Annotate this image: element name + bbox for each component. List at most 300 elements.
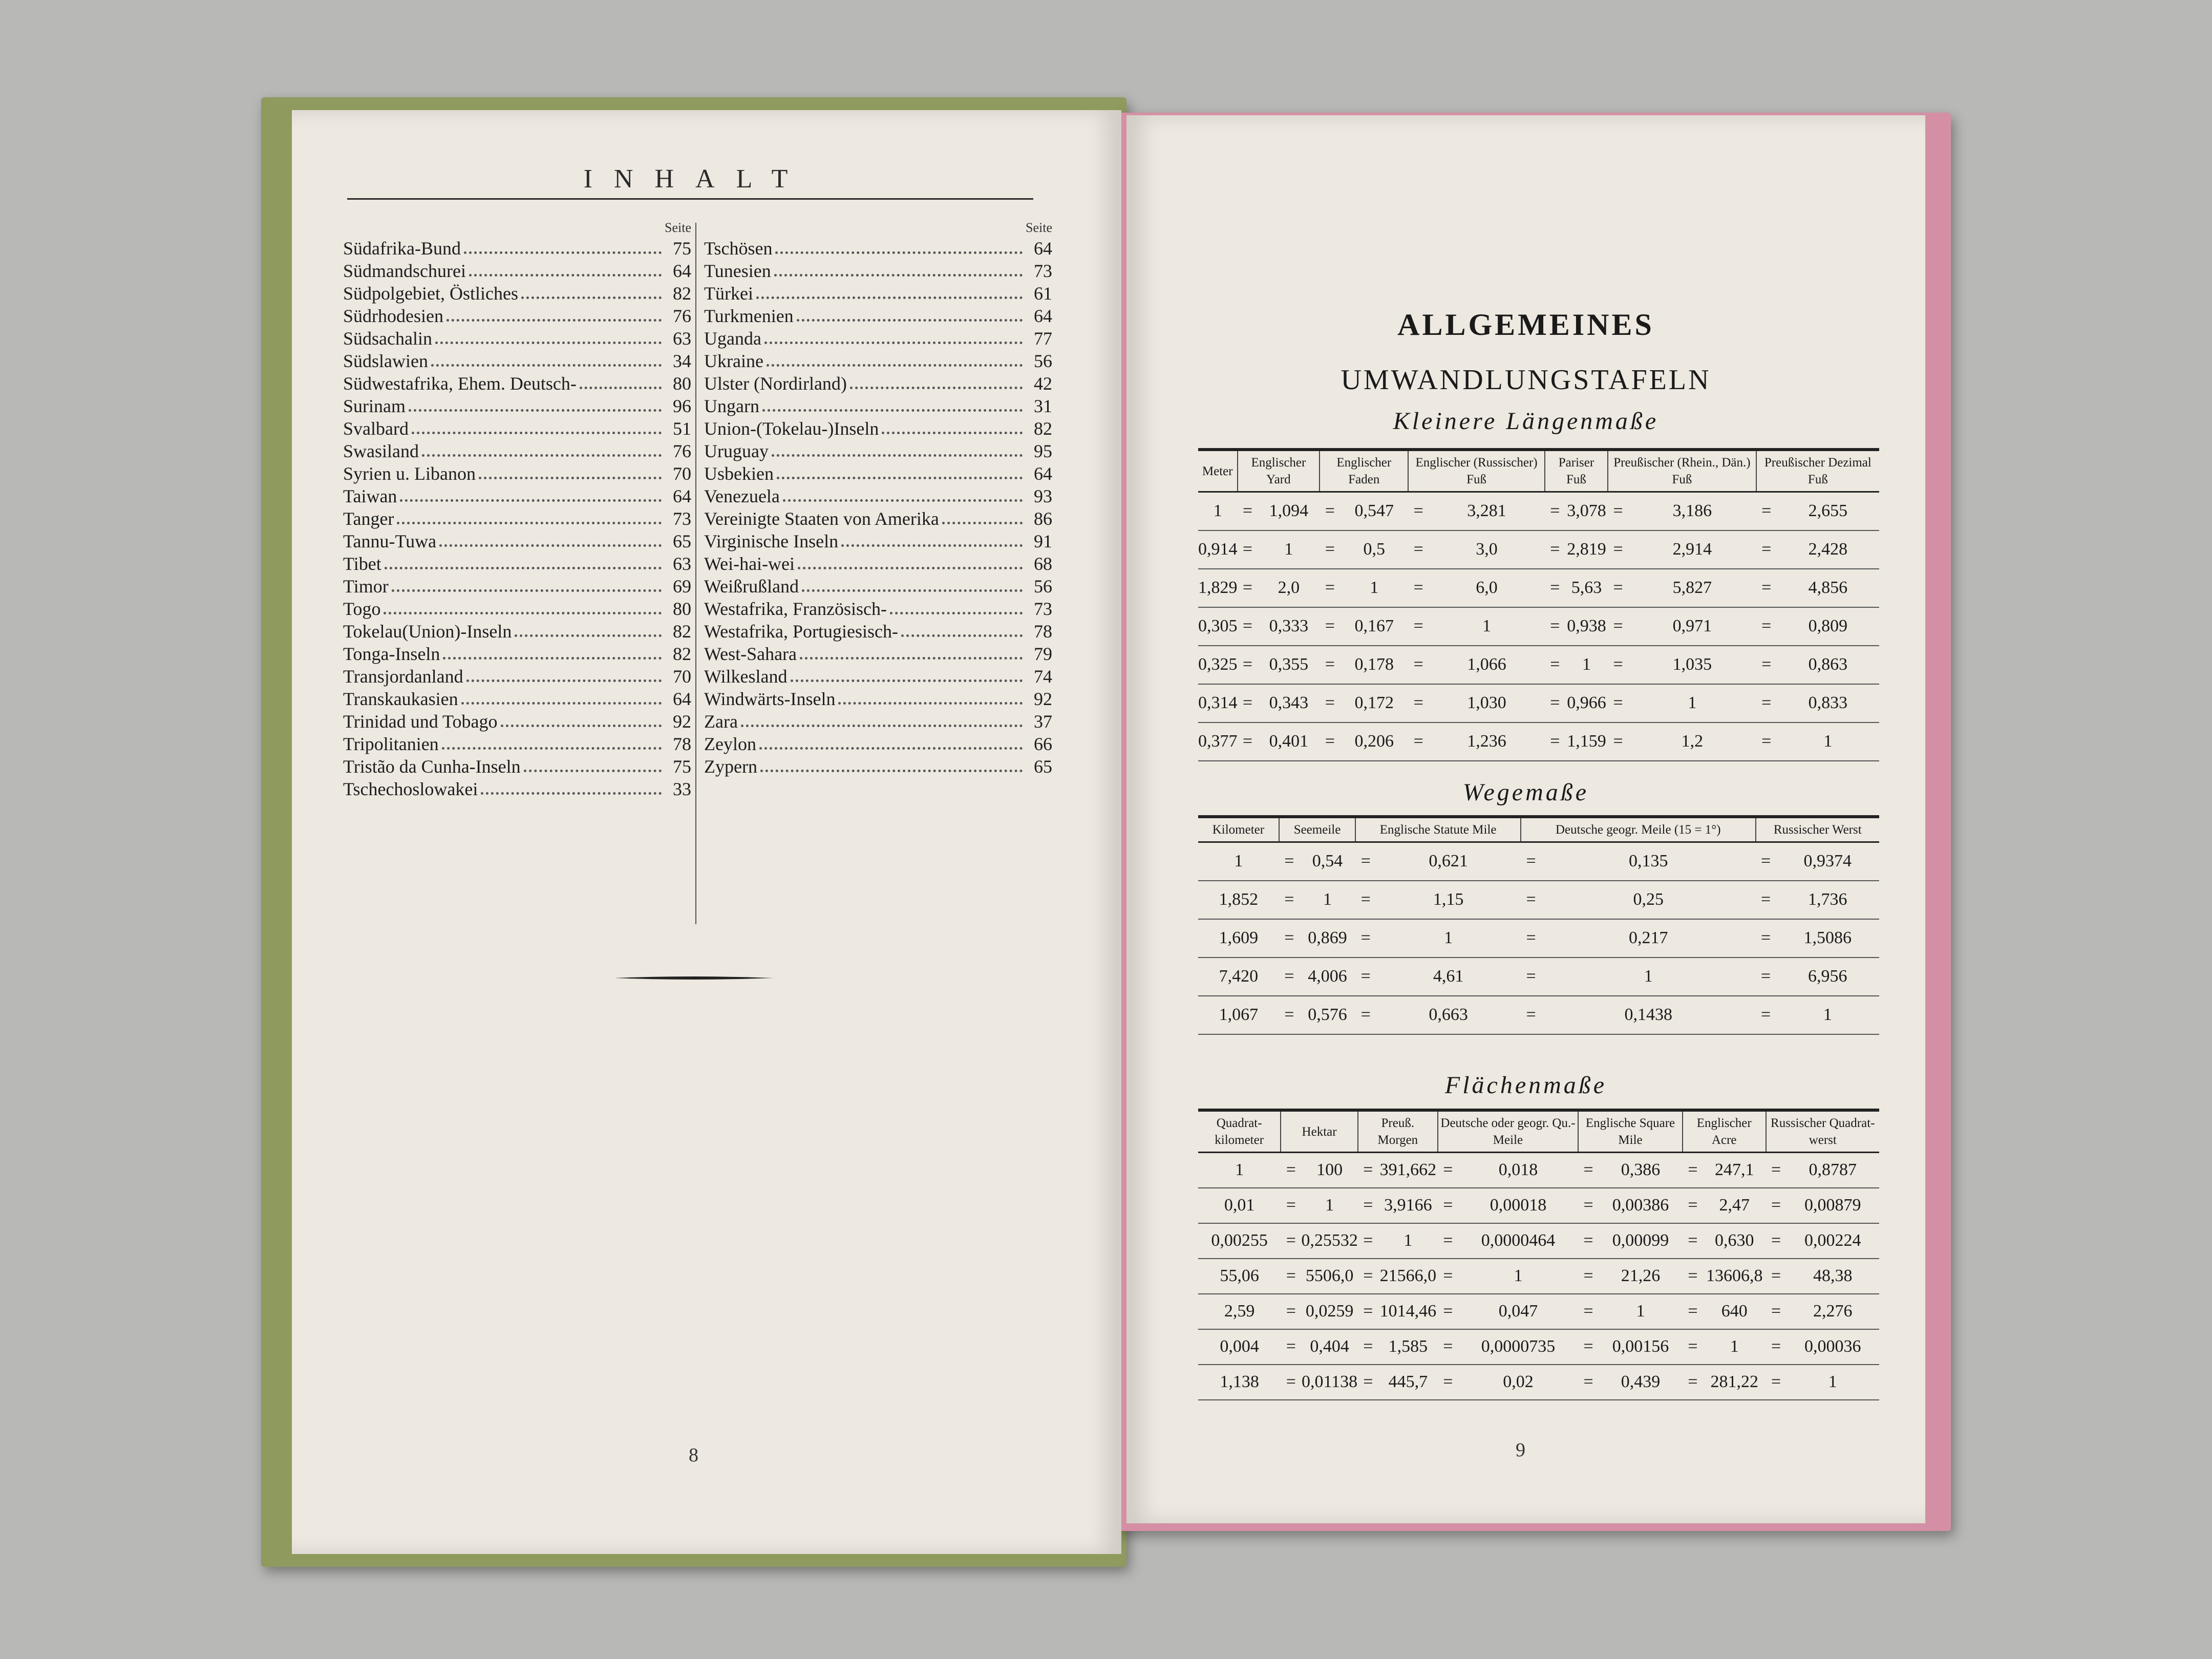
equals-sign: = [1756, 996, 1776, 1034]
column-header: Preuß. Morgen [1358, 1110, 1438, 1153]
table-cell: 3,0 [1429, 530, 1545, 569]
equals-sign: = [1358, 1294, 1378, 1329]
equals-sign: = [1521, 842, 1541, 881]
equals-sign: = [1281, 1259, 1301, 1294]
entry-name: Transjordanland [343, 666, 463, 687]
entry-name: Union-(Tokelau-)Inseln [704, 418, 879, 439]
index-entry [704, 328, 1052, 350]
equals-sign: = [1578, 1294, 1599, 1329]
entry-page: 61 [1034, 283, 1052, 304]
leader-dots [501, 717, 662, 727]
column-header: Deutsche geogr. Meile (15 = 1°) [1521, 817, 1756, 842]
table-cell: 0,178 [1340, 646, 1408, 684]
equals-sign: = [1238, 530, 1258, 569]
entry-name: Venezuela [704, 486, 780, 506]
table-row [1198, 1153, 1879, 1188]
section-heading-wegemasse: Wegemaße [1462, 779, 1589, 806]
index-entry [704, 418, 1052, 440]
leader-dots [443, 650, 662, 660]
table-cell: 4,006 [1300, 958, 1355, 996]
table-cell: 0,9374 [1776, 842, 1879, 881]
table-cell: 1 [1198, 842, 1279, 881]
leader-dots [901, 627, 1023, 637]
table-cell: 0,663 [1376, 996, 1521, 1034]
leader-dots [942, 515, 1023, 524]
table-cell: 1014,46 [1378, 1294, 1438, 1329]
table-row [1198, 1223, 1879, 1259]
equals-sign: = [1608, 646, 1628, 684]
entry-name: Tanger [343, 508, 394, 529]
entry-page: 31 [1034, 396, 1052, 416]
index-column-2 [704, 220, 1052, 778]
index-entry [704, 688, 1052, 711]
leader-dots [435, 334, 662, 344]
table-cell: 0,25 [1541, 881, 1756, 919]
table-cell: 281,22 [1703, 1365, 1766, 1400]
entry-name: Virginische Inseln [704, 531, 839, 551]
equals-sign: = [1320, 492, 1340, 530]
entry-name: Svalbard [343, 418, 409, 439]
equals-sign: = [1545, 492, 1565, 530]
entry-page: 78 [673, 734, 691, 754]
table-cell: 0,00386 [1599, 1188, 1683, 1223]
leader-dots [384, 605, 662, 614]
leader-dots [741, 717, 1023, 727]
column-header: Preußischer (Rhein., Dän.) Fuß [1608, 450, 1756, 492]
table-cell: 0,5 [1340, 530, 1408, 569]
conversion-table-laengenmasse [1198, 448, 1879, 761]
entry-page: 73 [1034, 599, 1052, 619]
index-entry [704, 395, 1052, 418]
page-subtitle: UMWANDLUNGSTAFELN [1341, 364, 1711, 396]
entry-page: 64 [673, 689, 691, 709]
entry-name: Uruguay [704, 441, 769, 461]
equals-sign: = [1766, 1188, 1786, 1223]
leader-dots [756, 289, 1023, 299]
entry-page: 95 [1034, 441, 1052, 461]
table-cell: 0,047 [1458, 1294, 1578, 1329]
table-cell: 6,0 [1429, 569, 1545, 607]
leader-dots [466, 672, 662, 682]
equals-sign: = [1766, 1294, 1786, 1329]
table-cell: 1 [1198, 492, 1238, 530]
index-entry [704, 711, 1052, 733]
entry-page: 42 [1034, 373, 1052, 394]
entry-page: 92 [1034, 689, 1052, 709]
table-cell: 13606,8 [1703, 1259, 1766, 1294]
table-cell: 1,067 [1198, 996, 1279, 1034]
entry-page: 65 [1034, 756, 1052, 777]
leader-dots [481, 785, 662, 795]
table-cell: 0,621 [1376, 842, 1521, 881]
equals-sign: = [1320, 646, 1340, 684]
table-cell: 21566,0 [1378, 1259, 1438, 1294]
entry-page: 79 [1034, 644, 1052, 664]
column-header: Russischer Quadrat-werst [1766, 1110, 1879, 1153]
equals-sign: = [1608, 684, 1628, 722]
equals-sign: = [1608, 569, 1628, 607]
equals-sign: = [1766, 1223, 1786, 1259]
table-cell: 1 [1786, 1365, 1879, 1400]
equals-sign: = [1683, 1329, 1703, 1365]
table-row [1198, 1294, 1879, 1329]
index-entry [704, 643, 1052, 666]
equals-sign: = [1683, 1153, 1703, 1188]
leader-dots [397, 515, 662, 524]
index-entry [704, 440, 1052, 463]
index-entry [343, 688, 691, 711]
index-entry [704, 530, 1052, 553]
index-list [343, 238, 691, 801]
table-cell: 1 [1703, 1329, 1766, 1365]
equals-sign: = [1408, 646, 1429, 684]
index-entry [343, 328, 691, 350]
equals-sign: = [1756, 842, 1776, 881]
table-cell: 1,138 [1198, 1365, 1281, 1400]
index-entry [343, 756, 691, 778]
entry-page: 64 [1034, 238, 1052, 259]
index-entry [343, 283, 691, 305]
equals-sign: = [1521, 958, 1541, 996]
table-cell: 0,01138 [1301, 1365, 1358, 1400]
entry-name: Südslawien [343, 351, 428, 371]
equals-sign: = [1756, 569, 1777, 607]
entry-name: Trinidad und Tobago [343, 711, 498, 732]
entry-name: Swasiland [343, 441, 419, 461]
column-header: Meter [1198, 450, 1238, 492]
entry-name: Ukraine [704, 351, 763, 371]
entry-name: Uganda [704, 328, 761, 349]
equals-sign: = [1756, 684, 1777, 722]
entry-name: Wilkesland [704, 666, 788, 687]
equals-sign: = [1521, 996, 1541, 1034]
table-cell: 0,914 [1198, 530, 1238, 569]
table-cell: 0,333 [1258, 607, 1320, 646]
entry-name: Tschechoslowakei [343, 779, 478, 799]
leader-dots [772, 447, 1023, 457]
table-cell: 4,856 [1777, 569, 1879, 607]
table-cell: 0,439 [1599, 1365, 1683, 1400]
equals-sign: = [1438, 1329, 1458, 1365]
table-cell: 1 [1777, 722, 1879, 761]
index-entry [704, 305, 1052, 328]
leader-dots [762, 402, 1023, 412]
table-cell: 0,0000464 [1458, 1223, 1578, 1259]
equals-sign: = [1320, 607, 1340, 646]
index-entry [704, 485, 1052, 508]
column-divider [695, 223, 696, 924]
equals-sign: = [1408, 492, 1429, 530]
table-row [1198, 530, 1879, 569]
entry-page: 82 [673, 621, 691, 642]
leader-dots [759, 740, 1023, 750]
equals-sign: = [1358, 1259, 1378, 1294]
leader-dots [775, 244, 1023, 254]
section-heading-flaechenmasse: Flächenmaße [1444, 1072, 1607, 1099]
table-cell: 7,420 [1198, 958, 1279, 996]
leader-dots [800, 650, 1023, 660]
column-header: Russischer Werst [1756, 817, 1879, 842]
entry-page: 77 [1034, 328, 1052, 349]
equals-sign: = [1320, 530, 1340, 569]
table-cell: 1,2 [1628, 722, 1756, 761]
entry-page: 37 [1034, 711, 1052, 732]
equals-sign: = [1683, 1259, 1703, 1294]
entry-name: Tonga-Inseln [343, 644, 440, 664]
column-header: Englischer (Russischer) Fuß [1408, 450, 1545, 492]
table-cell: 1,829 [1198, 569, 1238, 607]
table-cell: 247,1 [1703, 1153, 1766, 1188]
table-cell: 0,00879 [1786, 1188, 1879, 1223]
table-cell: 5,63 [1565, 569, 1608, 607]
index-entry [343, 305, 691, 328]
entry-name: Vereinigte Staaten von Amerika [704, 508, 939, 529]
leader-dots [392, 582, 662, 592]
index-entry [343, 598, 691, 621]
equals-sign: = [1608, 607, 1628, 646]
entry-page: 80 [673, 599, 691, 619]
column-header: Preußischer Dezimal Fuß [1756, 450, 1879, 492]
equals-sign: = [1756, 492, 1777, 530]
end-ornament [614, 975, 773, 981]
entry-name: Südsachalin [343, 328, 432, 349]
table-row [1198, 1329, 1879, 1365]
entry-page: 68 [1034, 554, 1052, 574]
equals-sign: = [1766, 1329, 1786, 1365]
entry-name: Tschösen [704, 238, 773, 259]
entry-page: 92 [673, 711, 691, 732]
entry-name: Südafrika-Bund [343, 238, 461, 259]
table-cell: 1 [1378, 1223, 1438, 1259]
entry-name: Zara [704, 711, 738, 732]
table-cell: 2,819 [1565, 530, 1608, 569]
equals-sign: = [1545, 569, 1565, 607]
table-cell: 3,281 [1429, 492, 1545, 530]
table-row [1198, 722, 1879, 761]
table-row [1198, 569, 1879, 607]
right-page [1126, 115, 1925, 1523]
equals-sign: = [1756, 881, 1776, 919]
equals-sign: = [1358, 1329, 1378, 1365]
entry-page: 63 [673, 554, 691, 574]
entry-name: Südmandschurei [343, 261, 466, 281]
equals-sign: = [1358, 1188, 1378, 1223]
table-cell: 1 [1458, 1259, 1578, 1294]
entry-name: Wei-hai-wei [704, 554, 795, 574]
table-cell: 1,030 [1429, 684, 1545, 722]
entry-page: 93 [1034, 486, 1052, 506]
entry-name: Togo [343, 599, 381, 619]
entry-page: 33 [673, 779, 691, 799]
index-list [704, 238, 1052, 778]
table-cell: 0,863 [1777, 646, 1879, 684]
equals-sign: = [1238, 646, 1258, 684]
leader-dots [838, 695, 1023, 705]
index-entry [704, 621, 1052, 643]
table-cell: 4,61 [1376, 958, 1521, 996]
index-entry [704, 508, 1052, 530]
table-cell: 0,325 [1198, 646, 1238, 684]
table-cell: 2,655 [1777, 492, 1879, 530]
table-cell: 1,852 [1198, 881, 1279, 919]
equals-sign: = [1756, 958, 1776, 996]
entry-page: 56 [1034, 351, 1052, 371]
leader-dots [580, 379, 662, 389]
table-cell: 0,0000735 [1458, 1329, 1578, 1365]
equals-sign: = [1608, 530, 1628, 569]
equals-sign: = [1766, 1153, 1786, 1188]
entry-page: 82 [1034, 418, 1052, 439]
entry-page: 75 [673, 238, 691, 259]
entry-page: 70 [673, 463, 691, 484]
equals-sign: = [1281, 1153, 1301, 1188]
equals-sign: = [1320, 684, 1340, 722]
equals-sign: = [1545, 722, 1565, 761]
entry-name: Taiwan [343, 486, 397, 506]
entry-page: 64 [1034, 306, 1052, 326]
index-entry [704, 373, 1052, 395]
equals-sign: = [1608, 492, 1628, 530]
index-entry [343, 733, 691, 756]
equals-sign: = [1408, 722, 1429, 761]
entry-page: 75 [673, 756, 691, 777]
entry-page: 64 [673, 261, 691, 281]
table-cell: 0,401 [1258, 722, 1320, 761]
table-cell: 0,02 [1458, 1365, 1578, 1400]
equals-sign: = [1438, 1259, 1458, 1294]
leader-dots [791, 672, 1023, 682]
index-entry [704, 576, 1052, 598]
entry-name: Tibet [343, 554, 381, 574]
entry-name: Südwestafrika, Ehem. Deutsch- [343, 373, 577, 394]
equals-sign: = [1279, 919, 1300, 958]
leader-dots [524, 762, 662, 772]
entry-name: Surinam [343, 396, 406, 416]
leader-dots [479, 470, 662, 479]
table-cell: 0,00224 [1786, 1223, 1879, 1259]
table-row [1198, 958, 1879, 996]
equals-sign: = [1683, 1188, 1703, 1223]
index-entry [343, 418, 691, 440]
entry-page: 63 [673, 328, 691, 349]
leader-dots [409, 402, 662, 412]
section-heading-laengenmasse: Kleinere Längenmaße [1393, 408, 1659, 435]
equals-sign: = [1578, 1259, 1599, 1294]
table-cell: 1 [1198, 1153, 1281, 1188]
equals-sign: = [1578, 1365, 1599, 1400]
table-cell: 1,585 [1378, 1329, 1438, 1365]
index-column-1 [343, 220, 691, 801]
table-cell: 6,956 [1776, 958, 1879, 996]
column-header: Deutsche oder geogr. Qu.-Meile [1438, 1110, 1578, 1153]
leader-dots [798, 560, 1023, 569]
column-header: Englische Statute Mile [1355, 817, 1521, 842]
index-entry [343, 350, 691, 373]
entry-page: 64 [1034, 463, 1052, 484]
leader-dots [412, 424, 662, 434]
table-cell: 0,971 [1628, 607, 1756, 646]
table-cell: 1,5086 [1776, 919, 1879, 958]
entry-name: Südrhodesien [343, 306, 443, 326]
entry-page: 51 [673, 418, 691, 439]
equals-sign: = [1358, 1365, 1378, 1400]
equals-sign: = [1756, 919, 1776, 958]
table-cell: 0,547 [1340, 492, 1408, 530]
table-cell: 0,00036 [1786, 1329, 1879, 1365]
entry-name: Weißrußland [704, 576, 799, 597]
equals-sign: = [1355, 996, 1376, 1034]
column-header: Englischer Acre [1683, 1110, 1766, 1153]
table-cell: 0,386 [1599, 1153, 1683, 1188]
table-row [1198, 1365, 1879, 1400]
leader-dots [469, 267, 662, 276]
leader-dots [764, 334, 1023, 344]
table-cell: 1,609 [1198, 919, 1279, 958]
leader-dots [400, 492, 662, 502]
table-cell: 1 [1300, 881, 1355, 919]
entry-name: Ulster (Nordirland) [704, 373, 847, 394]
equals-sign: = [1521, 881, 1541, 919]
entry-page: 86 [1034, 508, 1052, 529]
leader-dots [890, 605, 1023, 614]
table-cell: 3,078 [1565, 492, 1608, 530]
equals-sign: = [1578, 1329, 1599, 1365]
index-entry [343, 530, 691, 553]
table-cell: 1,15 [1376, 881, 1521, 919]
equals-sign: = [1408, 530, 1429, 569]
table-cell: 0,404 [1301, 1329, 1358, 1365]
table-cell: 1,236 [1429, 722, 1545, 761]
equals-sign: = [1438, 1153, 1458, 1188]
equals-sign: = [1281, 1223, 1301, 1259]
leader-dots [797, 312, 1023, 322]
table-row [1198, 607, 1879, 646]
entry-page: 73 [1034, 261, 1052, 281]
table-cell: 0,01 [1198, 1188, 1281, 1223]
table-cell: 2,276 [1786, 1294, 1879, 1329]
equals-sign: = [1578, 1188, 1599, 1223]
index-entry [343, 666, 691, 688]
index-entry [704, 463, 1052, 485]
equals-sign: = [1408, 569, 1429, 607]
table-cell: 2,914 [1628, 530, 1756, 569]
index-entry [343, 440, 691, 463]
equals-sign: = [1545, 607, 1565, 646]
index-entry [704, 350, 1052, 373]
page-number-right: 9 [1516, 1439, 1525, 1461]
column-header: Englischer Faden [1320, 450, 1408, 492]
table-cell: 2,0 [1258, 569, 1320, 607]
entry-page: 96 [673, 396, 691, 416]
equals-sign: = [1756, 530, 1777, 569]
table-cell: 0,206 [1340, 722, 1408, 761]
leader-dots [774, 267, 1023, 276]
entry-page: 76 [673, 306, 691, 326]
equals-sign: = [1355, 958, 1376, 996]
seite-header: Seite [665, 220, 691, 235]
entry-name: Ungarn [704, 396, 759, 416]
leader-dots [385, 560, 662, 569]
entry-name: West-Sahara [704, 644, 797, 664]
equals-sign: = [1408, 684, 1429, 722]
table-cell: 0,8787 [1786, 1153, 1879, 1188]
index-entry [704, 283, 1052, 305]
index-entry [343, 373, 691, 395]
entry-name: Südpolgebiet, Östliches [343, 283, 518, 304]
equals-sign: = [1279, 842, 1300, 881]
equals-sign: = [1438, 1294, 1458, 1329]
leader-dots [777, 470, 1023, 479]
